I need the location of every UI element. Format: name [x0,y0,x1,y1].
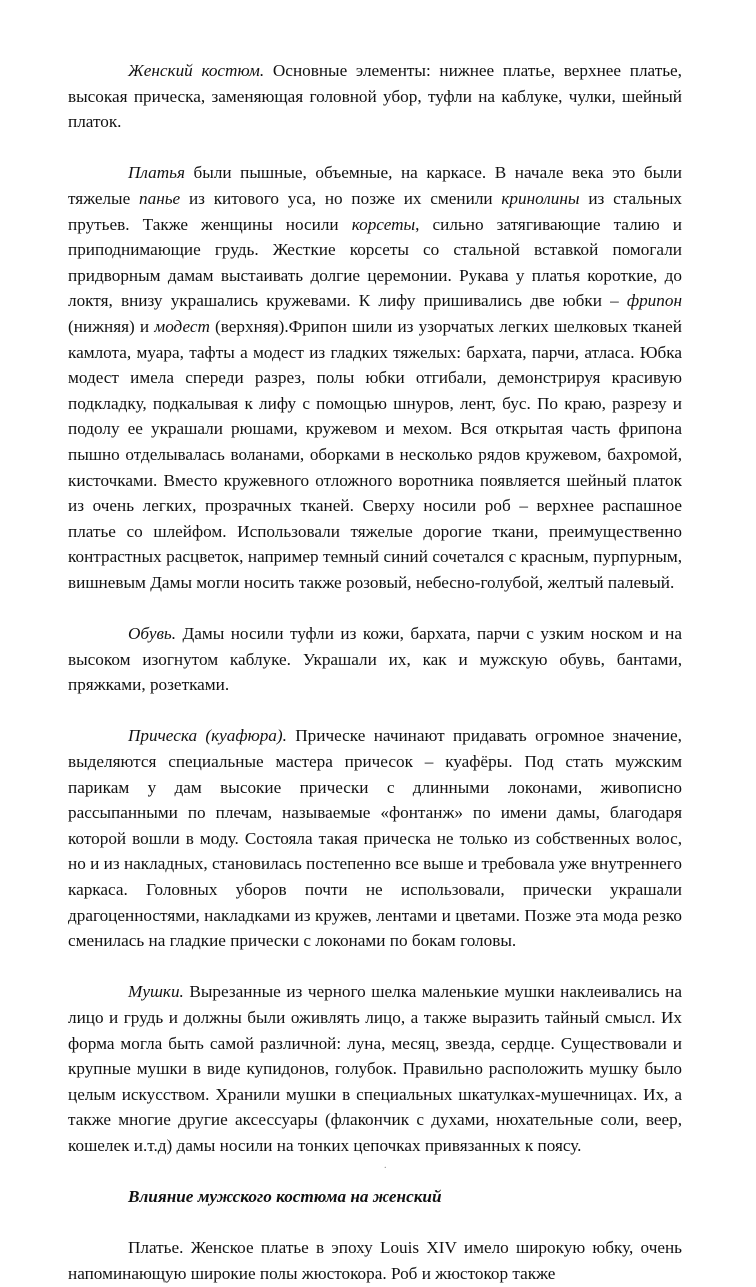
paragraph-patches [68,979,682,1158]
paragraph-dress-influence [68,1235,682,1286]
footer-mark: . [384,1160,387,1171]
italic-term: Прическа (куафюра). [128,726,287,746]
body-text: , сильно затягивающие талию и приподнимающие грудь. Жесткие корсеты со стальной вставкой помогали придворным дамам выстаивать долгие церемонии. Рукава у платья короткие, до локтя, внизу украшались кружевами. К лифу пришивались две юбки – [68,214,682,311]
body-text: Прическе начинают придавать огромное значение, выделяются специальные мастера причесок – куафёры. Под стать мужским парикам у дам высокие прически с длинными локонами, живописно рассыпанными по плечам, называемые «фонтанж» по имени дамы, благодаря которой вошли в моду. Состояла такая прическа не только из собственных волос, но и из накладных, становилась постепенно все выше и требовала уже внутреннего каркаса. Головных уборов почти не использовали, прически украшали драгоценностями, накладками из кружев, лентами и цветами. Позже эта мода резко сменилась на гладкие прически с локонами по бокам головы. [68,726,682,951]
paragraph-women-costume [68,58,682,135]
body-text: (нижняя) и [68,316,155,336]
italic-term: модест [154,316,210,336]
italic-term: корсеты [351,214,416,234]
italic-term: панье [139,188,181,208]
body-text: были пышные, объемные, на каркасе. В начале века это были тяжелые [68,163,682,208]
body-text: Вырезанные из черного шелка маленькие мушки наклеивались на лицо и грудь и должны были оживлять лицо, а также выразить тайный смысл. Их форма могла быть самой различной: луна, месяц, звезда, сердце. Существовали и крупные мушки в виде купидонов, голубок. Правильно расположить мушку было целым искусством. Хранили мушки в специальных шкатулках-мушечницах. Их, а также многие другие аксессуары (флакончик с духами, нюхательные соли, веер, кошелек и.т.д) дамы носили на тонких цепочках привязанных к поясу. [68,982,682,1155]
section-heading: Влияние мужского костюма на женский [128,1187,442,1207]
body-text: Дамы носили туфли из кожи, бархата, парчи с узким носком и на высоком изогнутом каблуке. Украшали их, как и мужскую обувь, бантами, пряжками, розетками. [68,624,682,695]
italic-term: Обувь. [128,624,177,644]
body-text: из китового уса, но позже их сменили [180,188,502,208]
document-page [68,58,682,1287]
italic-term: кринолины [501,188,580,208]
paragraph-shoes [68,621,682,698]
italic-term: Женский костюм. [128,61,265,80]
body-text: из стальных прутьев. Также женщины носили [68,188,682,234]
paragraph-hairstyle [68,723,682,953]
italic-term: фрипон [626,291,682,311]
italic-term: Мушки. [128,982,184,1002]
italic-term: Платья [128,163,185,183]
body-text: Основные элементы: нижнее платье, верхнее платье, высокая прическа, заменяющая головной убор, туфли на каблуке, чулки, шейный платок. [68,61,682,132]
document-body [68,58,682,1159]
body-text: Платье. Женское платье в эпоху Louis XIV имело широкую юбку, очень напоминающую широкие полы жюстокора. Роб и жюстокор также [68,1238,682,1283]
body-text: (верхняя).Фрипон шили из узорчатых легких шелковых тканей камлота, муара, тафты а модест из гладких тяжелых: бархата, парчи, атласа. Юбка модест имела спереди разрез, полы юбки отгибали, демонстрируя красивую подкладку, подкалывая к лифу с помощью шнуров, лент, бус. По краю, разрезу и подолу ее украшали рюшами, кружевом и мехом. Вся открытая часть фрипона пышно отделывалась воланами, оборками в несколько рядов кружевом, бахромой, кисточками. Вместо кружевного отложного воротника появляется шейный платок из очень легких, прозрачных тканей. Сверху носили роб – верхнее распашное платье со шлейфом. Использовали тяжелые дорогие ткани, преимущественно контрастных расцветок, например темный синий сочетался с красным, пурпурным, вишневым Дамы могли носить также розовый, небесно-голубой, желтый палевый. [68,316,682,592]
paragraph-dresses [68,160,682,595]
